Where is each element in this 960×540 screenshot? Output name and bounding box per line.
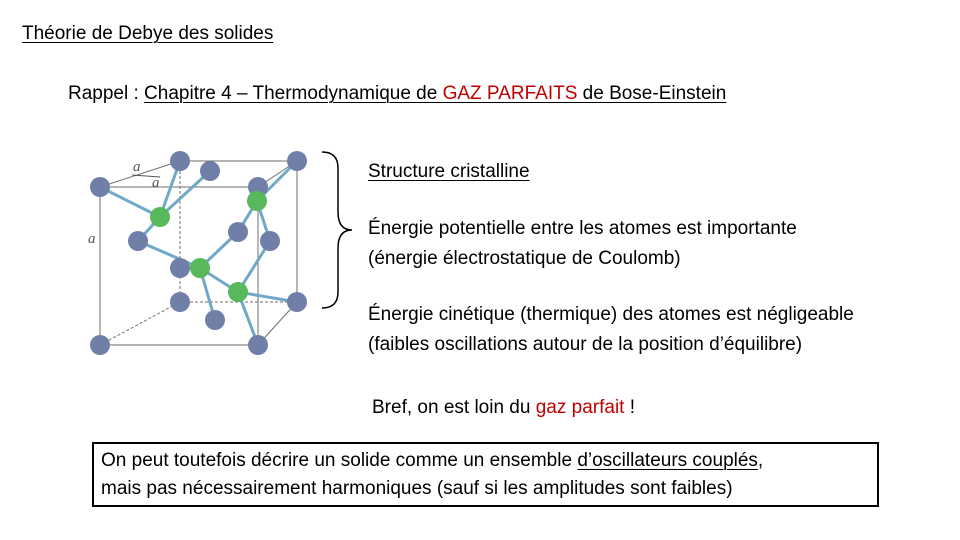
- point-kinetic: [368, 300, 854, 360]
- point-potential-line2: (énergie électrostatique de Coulomb): [368, 248, 681, 269]
- point-potential-line1: Énergie potentielle entre les atomes est importante: [368, 218, 797, 239]
- box-line1: [101, 447, 877, 475]
- rappel-suffix: de Bose-Einstein: [582, 83, 727, 104]
- label-a-top: a: [133, 159, 141, 175]
- bref-prefix: Bref, on est loin du: [372, 397, 536, 418]
- bref-line: [372, 393, 635, 423]
- bref-highlight: gaz parfait: [535, 397, 625, 418]
- bref-suffix: !: [624, 397, 636, 418]
- conclusion-box: [92, 442, 879, 507]
- point-structure: Structure cristalline: [368, 161, 530, 182]
- box-line1-prefix: On peut toutefois décrire un solide comme un ensemble: [101, 450, 578, 471]
- point-kinetic-line1: Énergie cinétique (thermique) des atomes est négligeable: [368, 304, 854, 325]
- rappel-chapter-text: Chapitre 4 – Thermodynamique de: [144, 83, 443, 104]
- inner-atoms: [150, 191, 267, 302]
- box-line1-underlined: d’oscillateurs couplés: [577, 450, 758, 471]
- page-title: Théorie de Debye des solides: [22, 23, 274, 44]
- label-a-mid: a: [152, 175, 160, 191]
- rappel-prefix: Rappel :: [68, 83, 145, 104]
- crystal-structure-figure: [80, 145, 315, 370]
- rappel-highlight: GAZ PARFAITS: [442, 83, 583, 104]
- label-a-left: a: [88, 231, 96, 247]
- point-potential: [368, 214, 797, 274]
- curly-brace: [318, 150, 358, 312]
- rappel-chapter: [144, 83, 726, 104]
- point-kinetic-line2: (faibles oscillations autour de la position d’équilibre): [368, 334, 803, 355]
- box-line2: mais pas nécessairement harmoniques (sauf si les amplitudes sont faibles): [101, 478, 733, 499]
- rappel-line: [68, 83, 726, 105]
- box-line1-suffix: ,: [757, 450, 764, 471]
